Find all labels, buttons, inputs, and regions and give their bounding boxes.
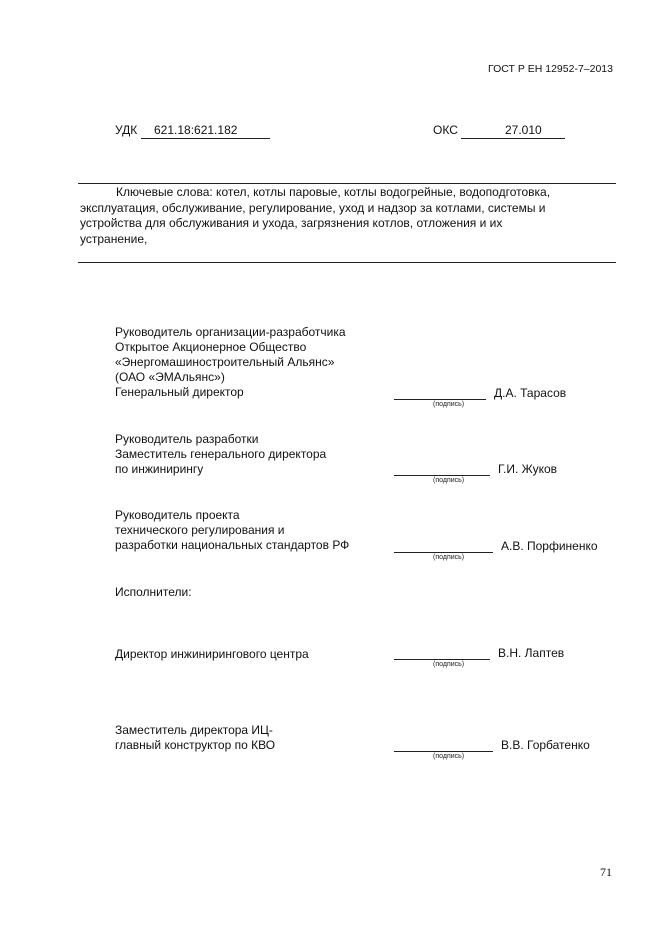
signatory-3-line: технического регулирования и — [115, 523, 285, 537]
udk-value — [141, 123, 270, 139]
signatory-3-position — [115, 508, 349, 553]
signature-line-4 — [394, 659, 490, 660]
performers-title: Исполнители: — [115, 585, 192, 599]
signatory-2-line: Руководитель разработки — [115, 432, 259, 446]
performer-1-line: Директор инжинирингового центра — [115, 647, 309, 661]
signature-line-2 — [394, 475, 490, 476]
keywords-line: устройства для обслуживания и ухода, загрязнения котлов, отложения и их — [80, 216, 503, 230]
performer-2-position — [115, 723, 275, 753]
signatory-1-line: Открытое Акционерное Общество — [115, 340, 307, 354]
keywords-line: Ключевые слова: котел, котлы паровые, котлы водогрейные, водоподготовка, — [116, 185, 551, 199]
signatory-3-name: А.В. Порфиненко — [501, 539, 598, 553]
keywords-line: эксплуатация, обслуживание, регулирование, уход и надзор за котлами, системы и — [80, 200, 546, 215]
keywords-line: устранение, — [80, 231, 148, 246]
signature-caption-4: (подпись) — [433, 661, 465, 668]
oks-label: ОКС — [433, 123, 458, 137]
signatory-3-line: разработки национальных стандартов РФ — [115, 538, 350, 552]
signatory-1-line: «Энергомашиностроительный Альянс» — [115, 355, 335, 369]
signatory-2-line: по инжинирингу — [115, 462, 204, 476]
performer-1-position — [115, 647, 309, 662]
signature-line-5 — [394, 751, 493, 752]
signatory-3-line: Руководитель проекта — [115, 508, 240, 522]
performer-1-name: В.Н. Лаптев — [498, 646, 565, 660]
signature-line-1 — [394, 399, 486, 400]
performer-2-line: главный конструктор по КВО — [115, 738, 276, 752]
signature-caption-2: (подпись) — [433, 477, 465, 484]
signatory-2-line: Заместитель генерального директора — [115, 447, 327, 461]
oks-value — [461, 123, 565, 139]
keywords-block — [80, 185, 610, 247]
signatory-2-position — [115, 432, 326, 477]
standard-designation: ГОСТ Р ЕН 12952-7–2013 — [488, 63, 613, 75]
performer-2-line: Заместитель директора ИЦ- — [115, 723, 273, 737]
signatory-1-name: Д.А. Тарасов — [494, 386, 567, 400]
signature-caption-3: (подпись) — [433, 554, 465, 561]
oks-value-text: 27.010 — [505, 123, 542, 137]
udk-value-text: 621.18:621.182 — [154, 123, 238, 137]
page-number: 71 — [600, 865, 612, 879]
keywords-top-rule — [78, 183, 616, 184]
signature-caption-5: (подпись) — [433, 753, 465, 760]
signature-caption-1: (подпись) — [433, 401, 465, 408]
signatory-2-name: Г.И. Жуков — [498, 462, 558, 476]
signatory-1-position — [115, 325, 346, 400]
signature-line-3 — [394, 552, 493, 553]
keywords-bottom-rule — [78, 262, 616, 263]
signatory-1-line: Генеральный директор — [115, 385, 244, 399]
signatory-1-line: (ОАО «ЭМАльянс») — [115, 370, 225, 384]
signatory-1-line: Руководитель организации-разработчика — [115, 325, 346, 339]
performer-2-name: В.В. Горбатенко — [501, 738, 590, 752]
udk-label: УДК — [115, 123, 138, 137]
